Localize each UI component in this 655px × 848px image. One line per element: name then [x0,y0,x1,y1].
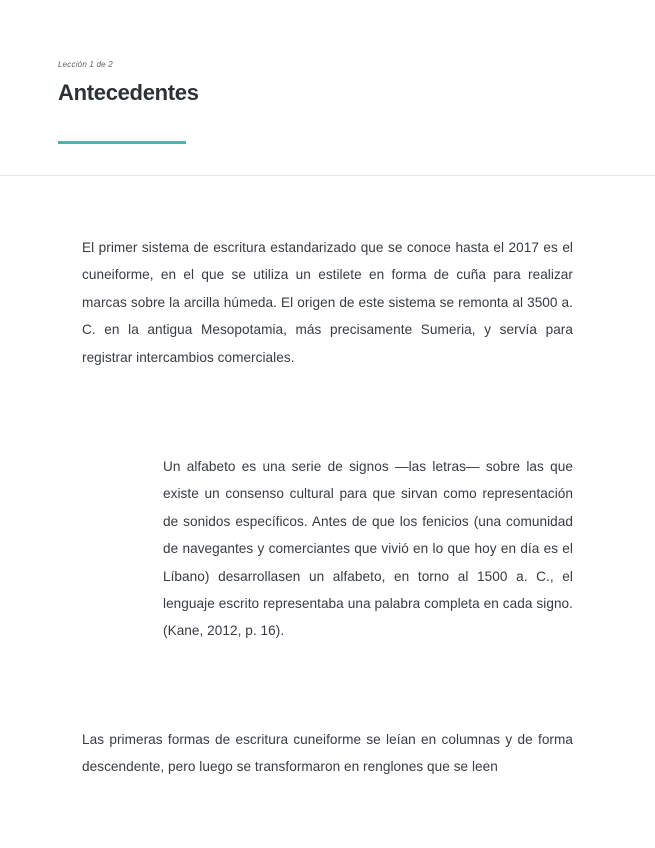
body-paragraph-1: El primer sistema de escritura estandarizado que se conoce hasta el 2017 es el cuneiforme, en el que se utiliza un estilete en forma de cuña para realizar marcas sobre la arcilla húmeda. El origen de este sistema se remonta al 3500 a. C. en la antigua Mesopotamia, más precisamente Sumeria, y servía para registrar intercambios comerciales. [82,240,573,365]
body-paragraph-2: Las primeras formas de escritura cuneiforme se leían en columnas y de forma descendente, pero luego se transformaron en renglones que se leen [82,732,573,775]
title-accent-divider [58,141,186,144]
block-quote: Un alfabeto es una serie de signos —las letras— sobre las que existe un consenso cultural para que sirvan como representación de sonidos específicos. Antes de que los fenicios (una comunidad de navegantes y comerciantes que vivió en lo que hoy en día es el Líbano) desarrollasen un alfabeto, en torno al 1500 a. C., el lenguaje escrito representaba una palabra completa en cada signo. (Kane, 2012, p. 16). [163,459,573,639]
lesson-header [0,0,655,176]
lesson-title: Antecedentes [58,80,199,105]
lesson-counter: Lección 1 de 2 [58,60,113,69]
